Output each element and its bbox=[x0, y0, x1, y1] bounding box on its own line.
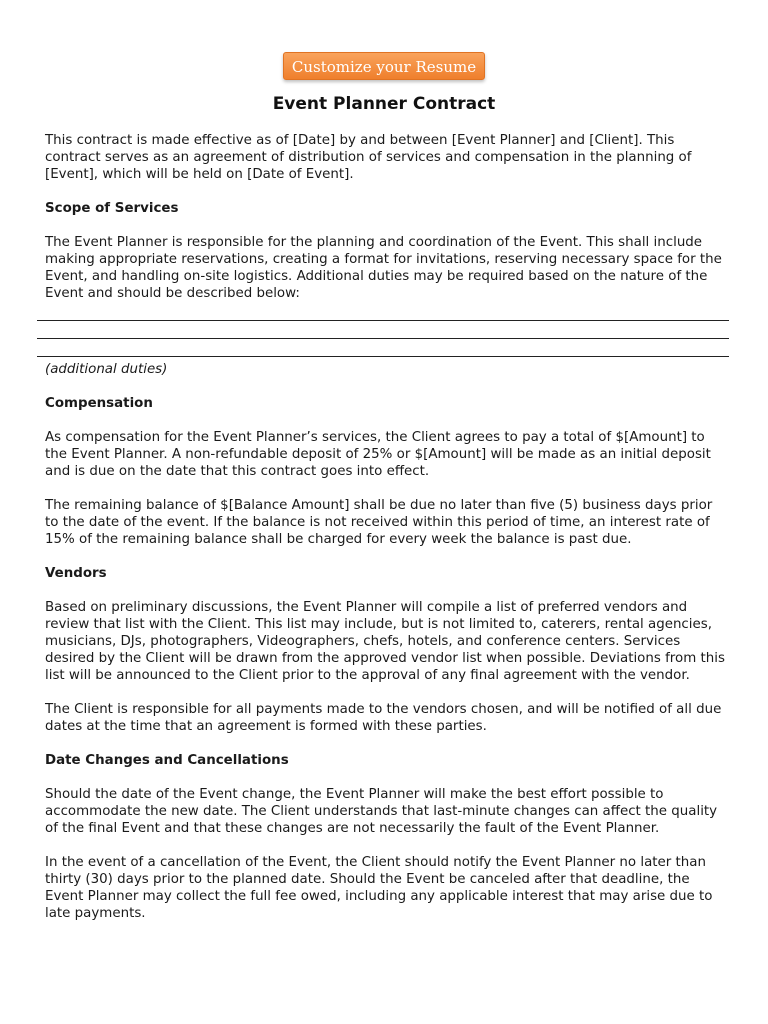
document-title: Event Planner Contract bbox=[272, 94, 496, 114]
scope-heading: Scope of Services bbox=[45, 201, 179, 216]
date-changes-paragraph-1: Should the date of the Event change, the Event Planner will make the best effort possible to accommodate the new date. The Client understands that last-minute changes can affect the quality of the final Event and that these changes are not necessarily the fault of the Event Planner. bbox=[45, 787, 718, 836]
compensation-paragraph-1: As compensation for the Event Planner’s services, the Client agrees to pay a total of $[Amount] to the Event Planner. A non-refundable deposit of 25% or $[Amount] will be made as an initial deposit and is due on the date that this contract goes into effect. bbox=[45, 430, 711, 479]
date-changes-paragraph-2: In the event of a cancellation of the Event, the Client should notify the Event Planner no later than thirty (30) days prior to the planned date. Should the Event be canceled after that deadline, the Event Planner may collect the full fee owed, including any applicable interest that may arise due to late payments. bbox=[45, 855, 713, 921]
fill-line bbox=[37, 338, 729, 339]
compensation-paragraph-2: The remaining balance of $[Balance Amount] shall be due no later than five (5) business days prior to the date of the event. If the balance is not received within this period of time, an interest rate of 15% of the remaining balance shall be charged for every week the balance is past due. bbox=[45, 498, 713, 547]
cta-bar bbox=[0, 52, 768, 80]
date-changes-heading: Date Changes and Cancellations bbox=[45, 753, 289, 768]
document-body bbox=[45, 132, 725, 939]
additional-duties-caption: (additional duties) bbox=[45, 362, 168, 377]
customize-resume-button[interactable]: Customize your Resume bbox=[283, 52, 485, 80]
compensation-heading: Compensation bbox=[45, 396, 153, 411]
intro-paragraph: This contract is made effective as of [Date] by and between [Event Planner] and [Client]. This contract serves as an agreement of distribution of services and compensation in the planning of [Event], which will be held on [Date of Event]. bbox=[45, 133, 692, 182]
vendors-paragraph-2: The Client is responsible for all payments made to the vendors chosen, and will be notified of all due dates at the time that an agreement is formed with these parties. bbox=[45, 702, 722, 734]
fill-line bbox=[37, 320, 729, 321]
fill-line bbox=[37, 356, 729, 357]
vendors-heading: Vendors bbox=[45, 566, 107, 581]
scope-paragraph: The Event Planner is responsible for the planning and coordination of the Event. This shall include making appropriate reservations, creating a format for invitations, reserving necessary space for the Event, and handling on-site logistics. Additional duties may be required based on the nature of the Event and should be described below: bbox=[45, 235, 722, 301]
vendors-paragraph-1: Based on preliminary discussions, the Event Planner will compile a list of preferred vendors and review that list with the Client. This list may include, but is not limited to, caterers, rental agencies, musicians, DJs, photographers, Videographers, chefs, hotels, and conference centers. Services desired by the Client will be drawn from the approved vendor list when possible. Deviations from this list will be announced to the Client prior to the approval of any final agreement with the vendor. bbox=[45, 600, 725, 683]
additional-duties-lines bbox=[37, 316, 729, 361]
